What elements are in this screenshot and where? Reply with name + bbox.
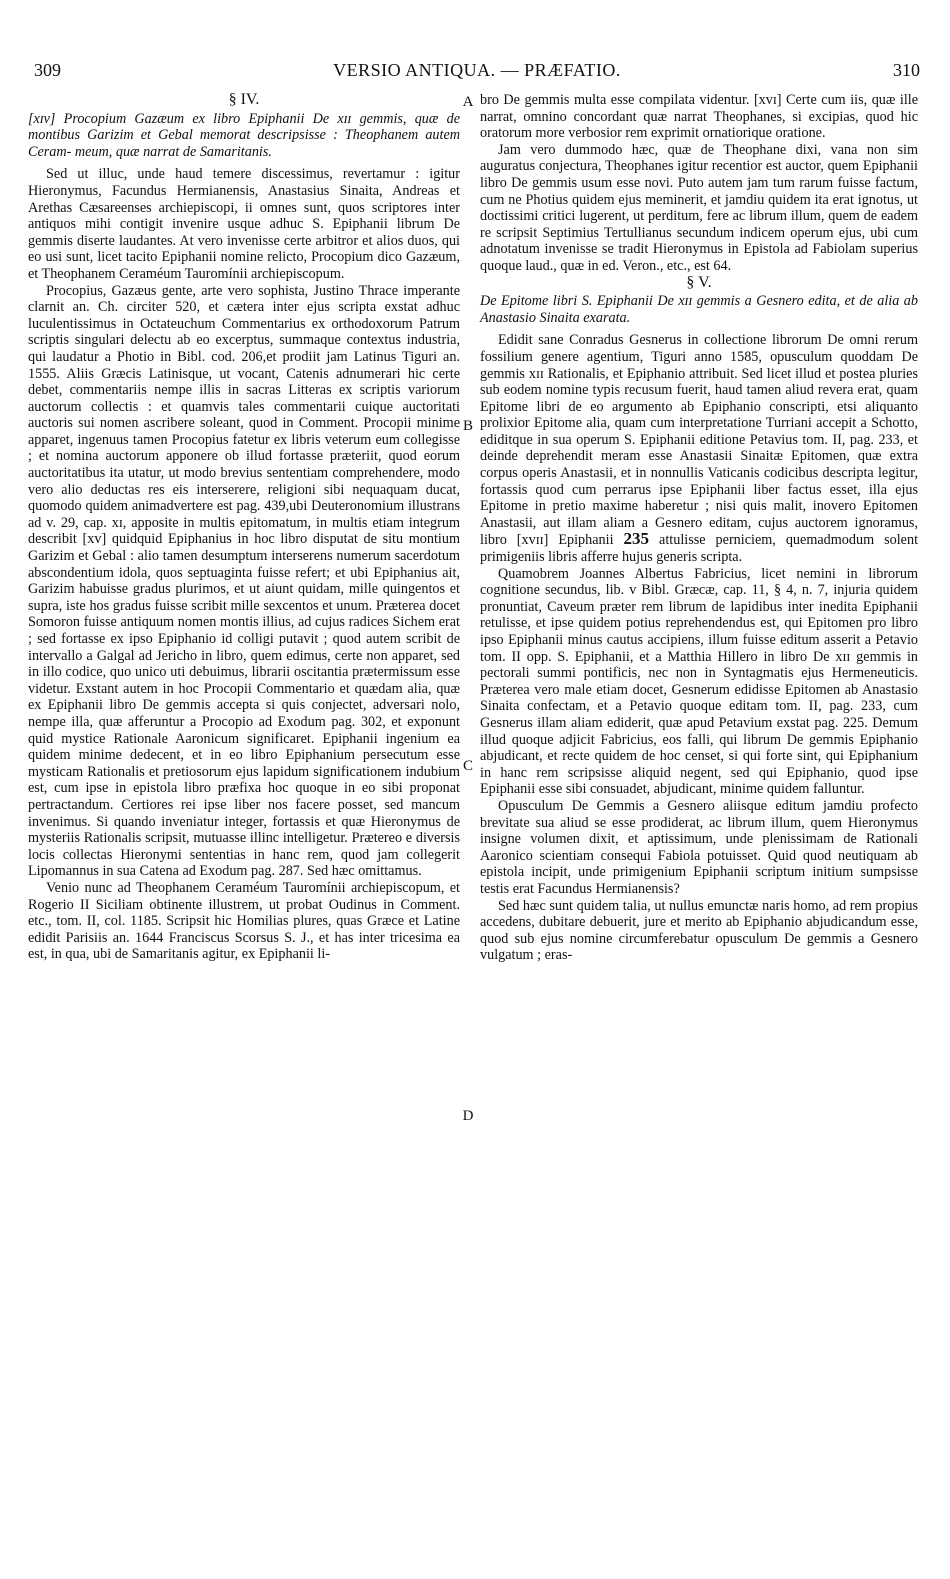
paragraph: Sed ut illuc, unde haud temere discessimus, revertamur : igitur Hieronymus, Facundus Hermianensis, Anastasius Sinaita, Andreas et Arethas Cæsareenses archiepiscopi, ii omnes sunt, quos scriptores inter antiquos mihi contigit invenire usque adhuc S. Epiphanii librum De gemmis diserte laudantes. At vero invenisse certe arbitror et alios duos, qui eo usi sunt, licet tacito Epiphanii nomine relicto, Procopium dico Gazæum, et Theophanem Ceraméum Tauromínii archiepiscopum. [28, 166, 460, 282]
margin-letter-c: C [462, 758, 473, 774]
section-summary: De Epitome libri S. Epiphanii De xɪɪ gemmis a Gesnero edita, et de alia ab Anastasio Sinaita exarata. [480, 293, 918, 326]
paragraph: Sed hæc sunt quidem talia, ut nullus emunctæ naris homo, ad rem propius accedens, dubitare debuerit, jure et merito ab Epiphanio abjudicandum esse, quod sub ejus nomine circumferebatur opusculum De gemmis a Gesnero vulgatum ; eras- [480, 897, 918, 964]
page-number-left: 309 [34, 60, 61, 80]
paragraph: Venio nunc ad Theophanem Ceraméum Tauromínii archiepiscopum, et Rogerio II Siciliam obtinente illustrem, ut probat Oudinus in Comment. etc., tom. II, col. 1185. Scripsit hic Homilias plures, quas Græce et Latine edidit Parisiis an. 1644 Franciscus Scorsus S. J., et has inter tricesima ea est, in qua, ubi de Samaritanis agitur, ex Epiphanii li- [28, 879, 460, 963]
paragraph: Quamobrem Joannes Albertus Fabricius, licet nemini in librorum cognitione secundus, lib. v Bibl. Græcæ, cap. 11, § 4, n. 7, injuria quidem pronuntiat, Caveum præter rem librum de lapidibus inter inedita Epiphanii retulisse, et ipse quidem potius reprehendendus est, qui Epitomen pro libro ipso Epiphanii minus cautus accipiens, illum fuisse editum asserit a Petavio tom. II opp. S. Epiphanii, et a Matthia Hillero in libro De xɪɪ gemmis in pectorali summi pontificis, nec non in Syntagmatis ejus Hermeneuticis. Præterea vero male etiam docet, Gesnerum edidisse Epitomen ab Anastasio Sinaita confectam, et a Petavio quoque editam tom. II, pag. 233, cum Gesnerus illam aliam ediderit, quæ apud Petavium exstat pag. 225. Demum illud quoque adjicit Fabricius, eos falli, qui librum De gemmis Epiphanio abjudicant, et recte quidem de hoc censet, si qui forte sint, qui Epiphanium in hanc rem scripsisse aliquid negent, sed qui Epiphanio, quod ipse Epiphanii esse sibi consuadet, abjudicant, minime quidem falluntur. [480, 565, 918, 798]
section-summary: [xɪv] Procopium Gazæum ex libro Epiphanii De xɪɪ gemmis, quæ de montibus Garizim et Gebal memorat descripsisse : Theophanem autem Ceram- meum, quæ narrat de Samaritanis. [28, 110, 460, 160]
margin-letter-b: B [462, 418, 473, 434]
running-title: VERSIO ANTIQUA. — PRÆFATIO. [333, 60, 621, 80]
right-column [480, 92, 918, 964]
paragraph: bro De gemmis multa esse compilata videntur. [xvɪ] Certe cum iis, quæ ille narrat, omnino concordant quæ narrat Theophanes, si excipias, quod hic oratorum more verbosior rem exprimit ornatiorique oratione. [480, 92, 918, 142]
margin-letter-d: D [462, 1108, 474, 1124]
paragraph: Jam vero dummodo hæc, quæ de Theophane dixi, vana non sim auguratus conjectura, Theophanes igitur recentior est auctor, quem Epiphanii libro De gemmis usum esse novi. Puto autem jam tum rarum fuisse factum, cum ne Photius quidem ejus meminerit, et jamdiu quidem ita erat ignotus, ut doctissimi critici lugerent, ut perditum, fere ac librum illum, quem de eadem re scripsit Septimius Tertullianus secundum indicem operum ejus, ubi cum adnotatum invenisse se tradit Hieronymus in Epistola ad Fabiolam superius quoque laud., quæ in ed. Veron., etc., est 64. [480, 141, 918, 274]
paragraph: Opusculum De Gemmis a Gesnero aliisque editum jamdiu profecto brevitate sua aliud se esse prodiderat, ac librum illum, quem Hieronymus insigne volumen dixit, et aptissimum, unde plenissimam de Rationali Aaronico scientiam consequi Fabiola potuisset. Quid quod neutiquam ab epistola incipit, unde primigenium Epiphanii scriptum initium sumpsisse testis erat Facundus Hermianensis? [480, 797, 918, 897]
section-heading-5: § V. [686, 273, 712, 291]
running-header [34, 60, 920, 84]
section-heading-4: § IV. [228, 91, 260, 108]
paragraph: Procopius, Gazæus gente, arte vero sophista, Justino Thrace imperante clarnit an. Ch. circiter 520, et cætera inter ejus scripta exstat adhuc luculentissimus in Octateuchum Commentarius ex orthodoxorum Patrum scriptis singulari delectu ab eo excerptus, summaque contextus industria, qui laudatur a Photio in Bibl. cod. 206,et prodiit jam Latinus Tiguri an. 1555. Aliis Græcis Latinisque, ut vocant, Catenis adnumerari hic certe debet, commentariis nempe illis in sacras Litteras ex scriptis variorum auctorum collectis : et quamvis tales commentarii cuique auctoritati auctoris sui nomen ascribere soleant, quod in Comment. Procopii minime apparet, ingenuus tamen Procopius fatetur ex libris veterum eum collegisse ; et nomina auctorum apponere ob illud fortasse præteriit, quod eorum auctoritatibus ita utatur, ut modo brevius sententiam comprehendere, modo vero alio deductas res eis interserere, religioni sibi nequaquam ducat, quomodo quidem animadvertere est pag. 439,ubi Deuteronomium illustrans ad v. 29, cap. xɪ, apposite in multis epitomatum, in multis etiam integrum describit [xv] quidquid Epiphanius in hoc libro disputat de situ montium Garizim et Gebal : alio tamen desumptum interserens numerum sacerdotum abscondentium idola, quos septuaginta fuisse refert; et ubi Epiphanius ait, Garizim habuisse gradus plurimos, et ut aiunt quidam, mille quingentos et supra, iste hos gradus fuisse scribit mille sexcentos et unum. Præterea docet Somoron fuisse antiquum nomen montis illius, ad cujus radices Sichem erat ; sed fortasse ex ipso Epiphanio id colligi putavit ; quod autem scribit de intervallo a Galgal ad Jericho in libro, quem edimus, certe non apparet, sed in illo codice, quo unico uti debuimus, librarii oscitantia prætermissum esse videtur. Exstant autem in hoc Procopii Commentario et quædam alia, quæ ex Epiphanii libro De gemmis accepta si quis conjectet, adversari nolo, nempe illa, quæ afferuntur a Procopio ad Exodum pag. 302, et exponunt quid mystice Rationale Aaronicum significaret. Epiphanii ingenium ea quidem minime dedecent, et in eo libro Epiphanium persecutum esse mysticam Rationalis et pretiosorum ejus lapidum significationem indubium est, cum ipse in epistola libro præfixa hoc quoque in eo sibi proponat pertractandum. Certiores rei ipse liber nos facere posset, sed mancum invenimus. Si quando inveniatur integer, fortassis et quæ Hieronymus de mysteriis Rationalis scripsit, mutuasse illinc intelligetur. Prætereo e diversis locis collectas Hieronymi sententias in hanc rem, quod jam collegerit Lipomannus in sua Catena ad Exodum pag. 287. Sed hæc omittamus. [28, 282, 460, 880]
left-column [28, 92, 460, 963]
margin-letter-a: A [462, 94, 474, 110]
folio-number: 235 [623, 529, 650, 549]
paragraph: Edidit sane Conradus Gesnerus in collectione librorum De omni rerum fossilium genere agentium, Tiguri anno 1585, opusculum quoddam De gemmis xɪɪ Rationalis, et Epiphanio attribuit. Sed licet illud et postea pluries sub eodem nomine typis recusum fuerit, haud tamen aliud revera erat, quam Epitome libri de eo argumento ab Epiphanio conscripti, etsi aliquanto prolixior Epitome alia, quam cum interpretatione Turriani accepit a Schotto, ediditque in sua operum S. Epiphanii editione Petavius tom. II, pag. 233, et deinde deprehendit meram esse Anastasii Sinaitæ Epitomen, quæ extra corpus operis Anastasii, et in nonnullis Vaticanis codicibus descripta legitur, fortassis quod cum perrarus ipse Epiphanii liber factus esset, illa ejus Epitome in pretio maxime haberetur ; nisi quis malit, inovero Epitomen Anastasii, aut illam aliam a Gesnero editam, cujus auctorem ignoramus, libro [xvɪɪ] Epiphanii 235 attulisse perniciem, quemadmodum solent primigeniis libris afferre hujus generis scripta. [480, 332, 919, 566]
page-number-right: 310 [893, 60, 920, 80]
